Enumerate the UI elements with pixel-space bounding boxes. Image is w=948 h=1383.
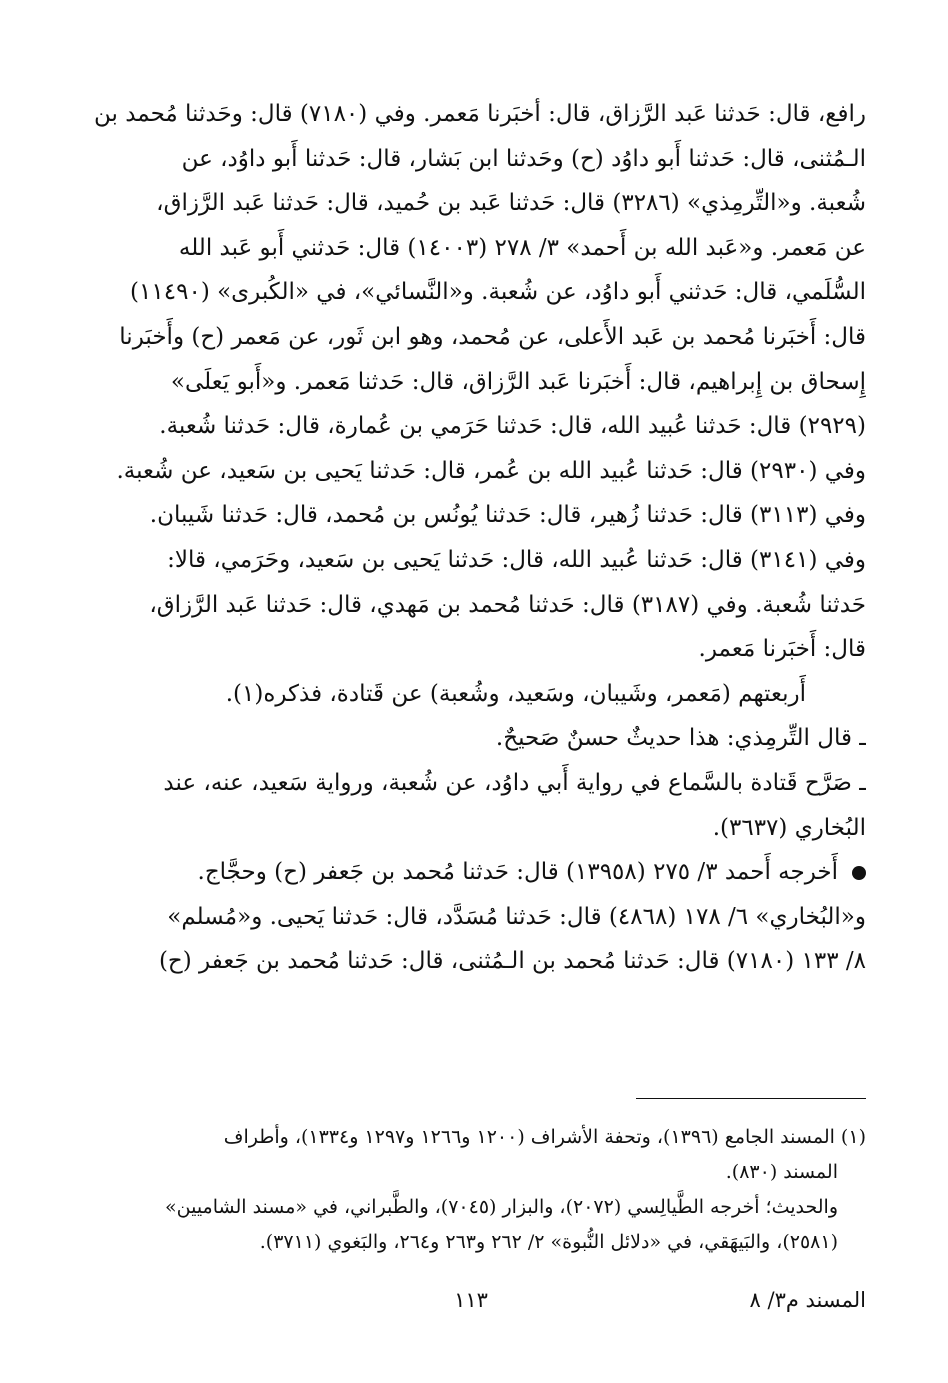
text-line: ٨/ ١٣٣ (٧١٨٠) قال: حَدثنا مُحمد بن الـمُثنى، قال: حَدثنا مُحمد بن جَعفر (ح): [158, 948, 866, 975]
text-line: قال: أَخبَرنا مُحمد بن عَبد الأَعلى، عن مُحمد، وهو ابن ثَور، عن مَعمر (ح) وأَخبَرنا: [119, 323, 866, 350]
text-line: الـمُثنى، قال: حَدثنا أَبو داوُد (ح) وحَدثنا ابن بَشار، قال: حَدثنا أَبو داوُد، عن: [181, 145, 866, 172]
text-line: السُّلَمي، قال: حَدثني أَبو داوُد، عن شُعبة. و«النَّسائي»، في «الكُبرى» (١١٤٩٠): [130, 279, 866, 306]
text-line: رافع، قال: حَدثنا عَبد الرَّزاق، قال: أخبَرنا مَعمر. وفي (٧١٨٠) قال: وحَدثنا مُحمد بن: [93, 101, 866, 127]
text-line: وفي (٣١١٣) قال: حَدثنا زُهير، قال: حَدثنا يُونُس بن مُحمد، قال: حَدثنا شَيبان.: [149, 502, 866, 529]
text-line: وفي (٣١٤١) قال: حَدثنا عُبيد الله، قال: حَدثنا يَحيى بن سَعيد، وحَرَمي، قالا:: [167, 546, 866, 573]
footnote-line: (١) المسند الجامع (١٣٩٦)، وتحفة الأشراف (١٢٠٠ و١٢٦٦ و١٢٩٧ و١٣٣٤)، وأطراف: [223, 1126, 866, 1148]
text-line: (٢٩٢٩) قال: حَدثنا عُبيد الله، قال: حَدثنا حَرَمي بن عُمارة، قال: حَدثنا شُعبة.: [159, 413, 866, 440]
summary-text: أَربعتهم (مَعمر، وشَيبان، وسَعيد، وشُعبة) عن قَتادة، فذكره(١).: [225, 680, 806, 707]
footnote-line: والحديث؛ أخرجه الطَّيالِسي (٢٠٧٢)، والبزار (٧٠٤٥)، والطَّبراني، في «مسند الشاميين»: [165, 1196, 838, 1218]
text-line: شُعبة. و«التِّرمِذي» (٣٢٨٦) قال: حَدثنا عَبد بن حُميد، قال: حَدثنا عَبد الرَّزاق،: [156, 190, 866, 217]
bullet-icon: [852, 866, 866, 880]
remark-line: ـ قال التِّرمِذي: هذا حديثٌ حسنٌ صَحيحٌ.: [495, 725, 866, 752]
remark-line: ـ صَرَّح قَتادة بالسَّماع في رواية أَبي داوُد، عن شُعبة، ورواية سَعيد، عنه، عند: [163, 769, 866, 796]
footnote-line: (٢٥٨١)، والبَيهَقي، في «دلائل النُّبوة» ٢/ ٢٦٢ و٢٦٣ و٢٦٤، والبَغوي (٣٧١١).: [259, 1231, 838, 1253]
text-line: قال: أَخبَرنا مَعمر.: [698, 636, 866, 663]
summary-line: [76, 672, 866, 717]
footnotes: [76, 1120, 866, 1260]
main-text: [76, 92, 866, 984]
bullet-text: أَخرجه أَحمد ٣/ ٢٧٥ (١٣٩٥٨) قال: حَدثنا مُحمد بن جَعفر (ح) وحجَّاج.: [197, 859, 838, 886]
footnote-divider: [636, 1098, 866, 1099]
text-line: و«البُخاري» ٦/ ١٧٨ (٤٨٦٨) قال: حَدثنا مُسَدَّد، قال: حَدثنا يَحيى. و«مُسلم»: [167, 903, 866, 930]
text-line: إِسحاق بن إِبراهيم، قال: أَخبَرنا عَبد الرَّزاق، قال: حَدثنا مَعمر. و«أَبو يَعلَى»: [170, 368, 866, 395]
book-label: المسند م٣/ ٨: [749, 1288, 866, 1312]
text-line: حَدثنا شُعبة. وفي (٣١٨٧) قال: حَدثنا مُحمد بن مَهدي، قال: حَدثنا عَبد الرَّزاق،: [149, 591, 866, 618]
page-number: ١١٣: [454, 1288, 488, 1312]
footnote-line: المسند (٨٣٠).: [725, 1161, 838, 1183]
bullet-item: [76, 850, 866, 895]
text-line: عن مَعمر. و«عَبد الله بن أَحمد» ٣/ ٢٧٨ (١٤٠٠٣) قال: حَدثني أَبو عَبد الله: [178, 234, 866, 261]
text-line: وفي (٢٩٣٠) قال: حَدثنا عُبيد الله بن عُمر، قال: حَدثنا يَحيى بن سَعيد، عن شُعبة.: [116, 457, 866, 484]
remark-line: البُخاري (٣٦٣٧).: [712, 814, 866, 841]
page-footer: [76, 1288, 866, 1328]
